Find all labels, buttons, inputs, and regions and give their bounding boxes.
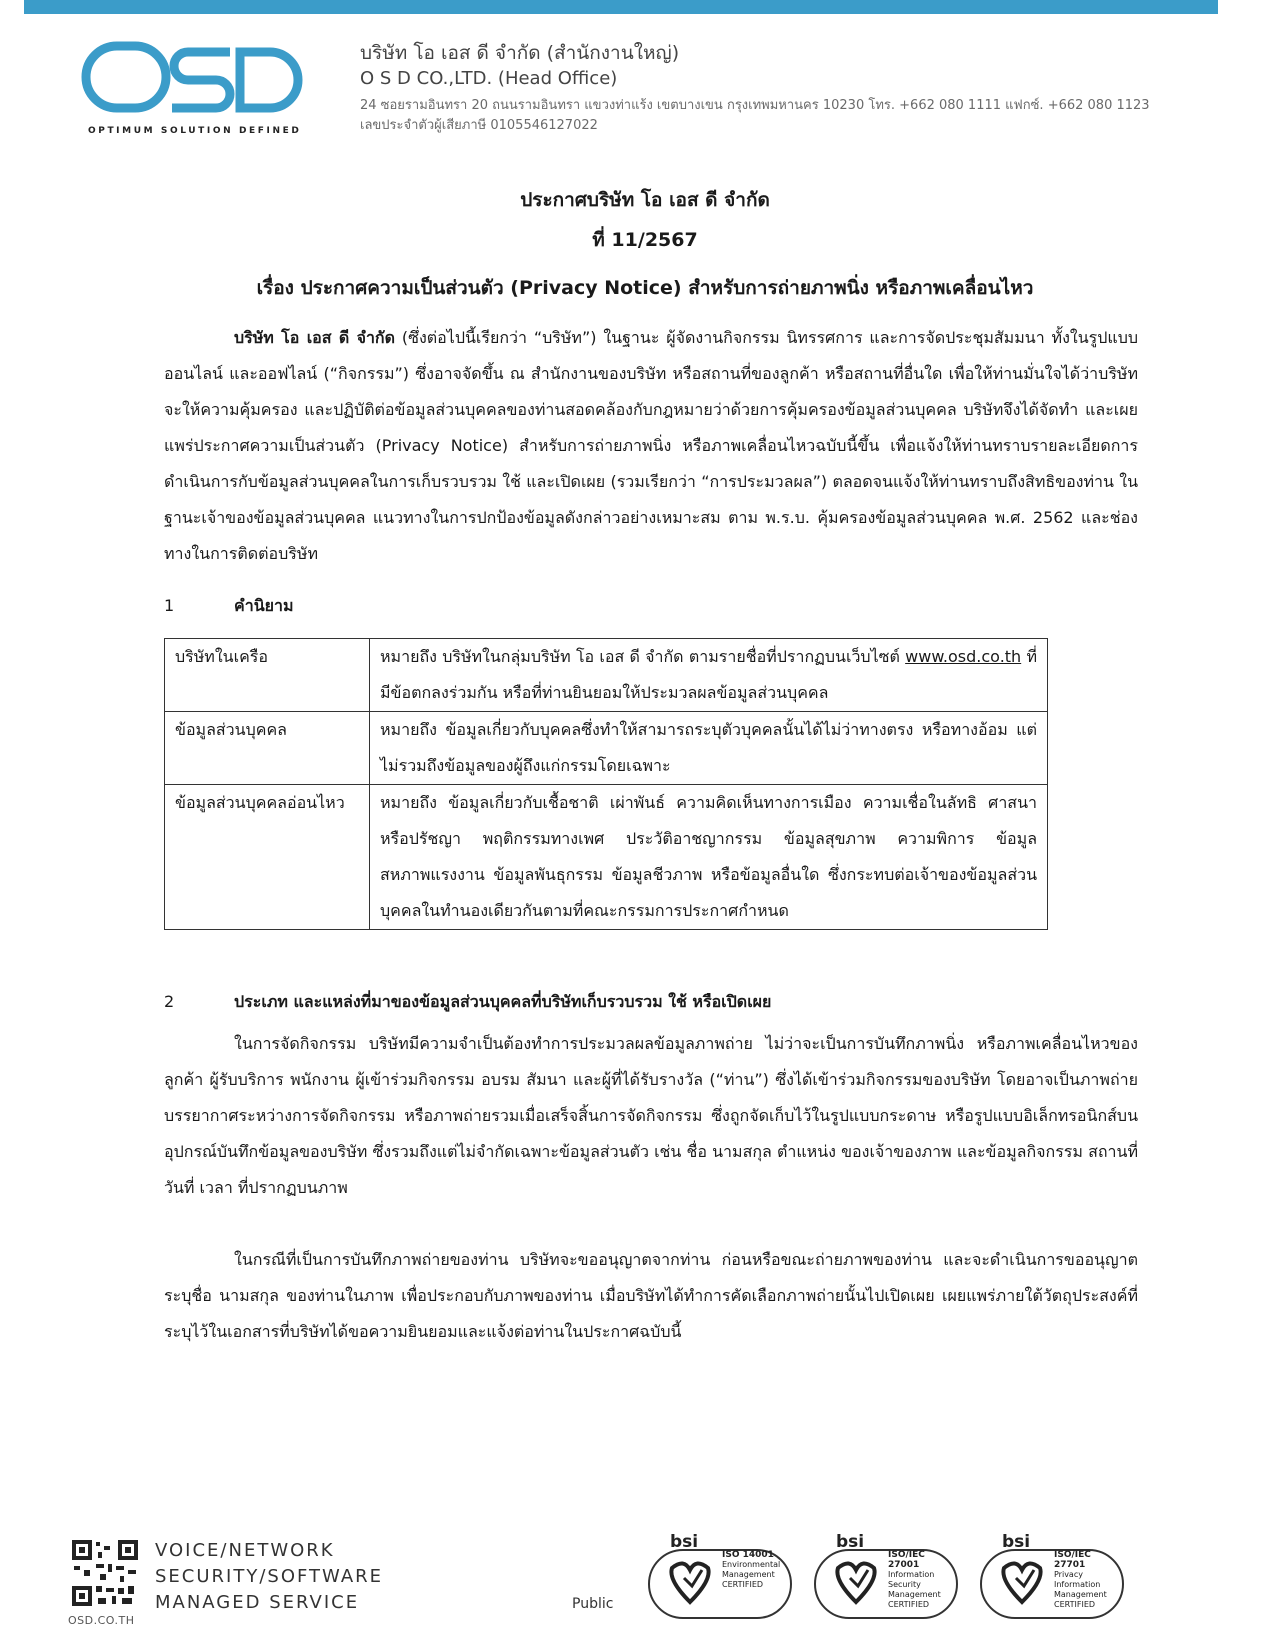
section-2-heading <box>164 990 771 1015</box>
cert-line: Environmental <box>722 1560 781 1569</box>
title-line-1: ประกาศบริษัท โอ เอส ดี จำกัด <box>520 189 770 211</box>
intro-paragraph <box>164 320 1138 572</box>
iso-27701-badge <box>980 1534 1124 1620</box>
table-row <box>165 785 1048 930</box>
definition-desc: หมายถึง ข้อมูลเกี่ยวกับเชื้อชาติ เผ่าพันธ์ ความคิดเห็นทางการเมือง ความเชื่อในลัทธิ ศาสนา หรือปรัชญา พฤติกรรมทางเพศ ประวัติอาชญากรรม ข้อมูลสุขภาพ ความพิการ ข้อมูลสหภาพแรงงาน ข้อมูลพันธุกรรม ข้อมูลชีวภาพ หรือข้อมูลอื่นใด ซึ่งกระทบต่อเจ้าของข้อมูลส่วนบุคคลในทำนองเดียวกันตามที่คณะกรรมการประกาศกำหนด <box>370 785 1048 930</box>
definition-term: บริษัทในเครือ <box>165 639 370 712</box>
cert-status: CERTIFIED <box>888 1600 930 1609</box>
bsi-brand: bsi <box>836 1532 865 1552</box>
cert-code: ISO/IEC 27001 <box>888 1550 925 1570</box>
logo-tagline: OPTIMUM SOLUTION DEFINED <box>88 126 302 136</box>
intro-text: (ซึ่งต่อไปนี้เรียกว่า “บริษัท”) ในฐานะ ผู้จัดงานกิจกรรม นิทรรศการ และการจัดประชุมสัมมนา ทั้งในรูปแบบออนไลน์ และออฟไลน์ (“กิจกรรม”) ซึ่งอาจจัดขึ้น ณ สำนักงานของบริษัท หรือสถานที่ของลูกค้า หรือสถานที่อื่นใด เพื่อให้ท่านมั่นใจได้ว่าบริษัทจะให้ความคุ้มครอง และปฏิบัติต่อข้อมูลส่วนบุคคลของท่านสอดคล้องกับกฎหมายว่าด้วยการคุ้มครองข้อมูลส่วนบุคคล บริษัทจึงได้จัดทำ และเผยแพร่ประกาศความเป็นส่วนตัว (Privacy Notice) สำหรับการถ่ายภาพนิ่ง หรือภาพเคลื่อนไหวฉบับนี้ขึ้น เพื่อแจ้งให้ท่านทราบรายละเอียดการดำเนินการกับข้อมูลส่วนบุคคลในการเก็บรวบรวม ใช้ และเปิดเผย (รวมเรียกว่า “การประมวลผล”) ตลอดจนแจ้งให้ท่านทราบถึงสิทธิของท่าน ในฐานะเจ้าของข้อมูลส่วนบุคคล แนวทางในการปกป้องข้อมูลดังกล่าวอย่างเหมาะสม ตาม พ.ร.บ. คุ้มครองข้อมูลส่วนบุคคล พ.ศ. 2562 และช่องทางในการติดต่อบริษัท <box>164 328 1139 563</box>
cert-line: Information <box>1054 1580 1101 1589</box>
cert-line: Privacy <box>1054 1570 1083 1579</box>
cert-line: Management <box>722 1570 775 1579</box>
classification-label: Public <box>572 1596 614 1612</box>
bsi-brand: bsi <box>670 1532 699 1552</box>
service-item: MANAGED SERVICE <box>155 1592 360 1613</box>
cert-text <box>888 1550 950 1610</box>
table-row <box>165 712 1048 785</box>
cert-line: Management <box>888 1590 941 1599</box>
section-2-paragraph-2 <box>164 1242 1138 1350</box>
website-link[interactable]: www.osd.co.th <box>905 647 1022 666</box>
intro-company-name: บริษัท โอ เอส ดี จำกัด <box>234 328 396 347</box>
definitions-table <box>164 638 1048 930</box>
service-item: VOICE/NETWORK <box>155 1540 335 1561</box>
section-2-paragraph-1 <box>164 1026 1138 1206</box>
cert-text <box>1054 1550 1116 1610</box>
definition-term: ข้อมูลส่วนบุคคล <box>165 712 370 785</box>
section-2-text-2: ในกรณีที่เป็นการบันทึกภาพถ่ายของท่าน บริษัทจะขออนุญาตจากท่าน ก่อนหรือขณะถ่ายภาพของท่าน และจะดำเนินการขออนุญาตระบุชื่อ นามสกุล ของท่านในภาพ เพื่อประกอบกับภาพของท่าน เมื่อบริษัทได้ทำการคัดเลือกภาพถ่ายนั้นไปเปิดเผย เผยแพร่ภายใต้วัตถุประสงค์ที่ระบุไว้ในเอกสารที่บริษัทได้ขอความยินยอมและแจ้งต่อท่านในประกาศฉบับนี้ <box>164 1250 1138 1341</box>
definition-text: หมายถึง บริษัทในกลุ่มบริษัท โอ เอส ดี จำกัด ตามรายชื่อที่ปรากฏบนเว็บไซต์ <box>380 647 906 666</box>
section-1-title: คำนิยาม <box>234 596 294 615</box>
table-row <box>165 639 1048 712</box>
iso-14001-badge <box>648 1534 792 1620</box>
bsi-brand: bsi <box>1002 1532 1031 1552</box>
cert-status: CERTIFIED <box>722 1580 764 1589</box>
cert-line: Information Security <box>888 1570 935 1589</box>
definition-desc <box>370 639 1048 712</box>
company-info <box>360 40 1150 136</box>
website-caption: OSD.CO.TH <box>68 1614 135 1627</box>
osd-logo <box>80 36 315 136</box>
company-name-en: O S D CO.,LTD. (Head Office) <box>360 68 618 89</box>
cert-text <box>722 1550 784 1590</box>
tax-id: เลขประจำตัวผู้เสียภาษี 0105546127022 <box>360 118 598 133</box>
top-accent-bar <box>24 0 1218 14</box>
definition-term: ข้อมูลส่วนบุคคลอ่อนไหว <box>165 785 370 930</box>
section-2-title: ประเภท และแหล่งที่มาของข้อมูลส่วนบุคคลที่บริษัทเก็บรวบรวม ใช้ หรือเปิดเผย <box>234 992 772 1011</box>
definition-text-2: ที่มีข้อตกลงร่วมกัน หรือที่ท่านยินยอมให้ประมวลผลข้อมูลส่วนบุคคล <box>380 647 1037 702</box>
company-name-th: บริษัท โอ เอส ดี จำกัด (สำนักงานใหญ่) <box>360 42 680 64</box>
announcement-title <box>160 180 1130 308</box>
section-1-heading <box>164 594 294 619</box>
section-2-text-1: ในการจัดกิจกรรม บริษัทมีความจำเป็นต้องทำการประมวลผลข้อมูลภาพถ่าย ไม่ว่าจะเป็นการบันทึกภาพนิ่ง หรือภาพเคลื่อนไหวของลูกค้า ผู้รับบริการ พนักงาน ผู้เข้าร่วมกิจกรรม อบรม สัมนา และผู้ที่ได้รับรางวัล (“ท่าน”) ซึ่งได้เข้าร่วมกิจกรรมของบริษัท โดยอาจเป็นภาพถ่ายบรรยากาศระหว่างการจัดกิจกรรม หรือภาพถ่ายรวมเมื่อเสร็จสิ้นการจัดกิจกรรม ซึ่งถูกจัดเก็บไว้ในรูปแบบกระดาษ หรือรูปแบบอิเล็กทรอนิกส์บนอุปกรณ์บันทึกข้อมูลของบริษัท ซึ่งรวมถึงแต่ไม่จำกัดเฉพาะข้อมูลส่วนตัว เช่น ชื่อ นามสกุล ตำแหน่ง ของเจ้าของภาพ และข้อมูลกิจกรรม สถานที่ วันที่ เวลา ที่ปรากฏบนภาพ <box>164 1034 1138 1197</box>
company-address: 24 ซอยรามอินทรา 20 ถนนรามอินทรา แขวงท่าแร้ง เขตบางเขน กรุงเทพมหานคร 10230 โทร. +662 080 1111 แฟกซ์. +662 080 1123 <box>360 98 1150 113</box>
cert-code: ISO 14001 <box>722 1550 774 1560</box>
section-1-number: 1 <box>164 596 175 615</box>
service-item: SECURITY/SOFTWARE <box>155 1566 384 1587</box>
title-line-3: เรื่อง ประกาศความเป็นส่วนตัว (Privacy Notice) สำหรับการถ่ายภาพนิ่ง หรือภาพเคลื่อนไหว <box>256 277 1034 299</box>
title-line-2: ที่ 11/2567 <box>592 229 698 251</box>
cert-code: ISO/IEC 27701 <box>1054 1550 1091 1570</box>
section-2-number: 2 <box>164 992 175 1011</box>
services-list <box>155 1538 383 1616</box>
definition-desc: หมายถึง ข้อมูลเกี่ยวกับบุคคลซึ่งทำให้สามารถระบุตัวบุคคลนั้นได้ไม่ว่าทางตรง หรือทางอ้อม แต่ไม่รวมถึงข้อมูลของผู้ถึงแก่กรรมโดยเฉพาะ <box>370 712 1048 785</box>
cert-status: CERTIFIED <box>1054 1600 1096 1609</box>
cert-line: Management <box>1054 1590 1107 1599</box>
qr-code-icon <box>72 1540 138 1606</box>
iso-27001-badge <box>814 1534 958 1620</box>
